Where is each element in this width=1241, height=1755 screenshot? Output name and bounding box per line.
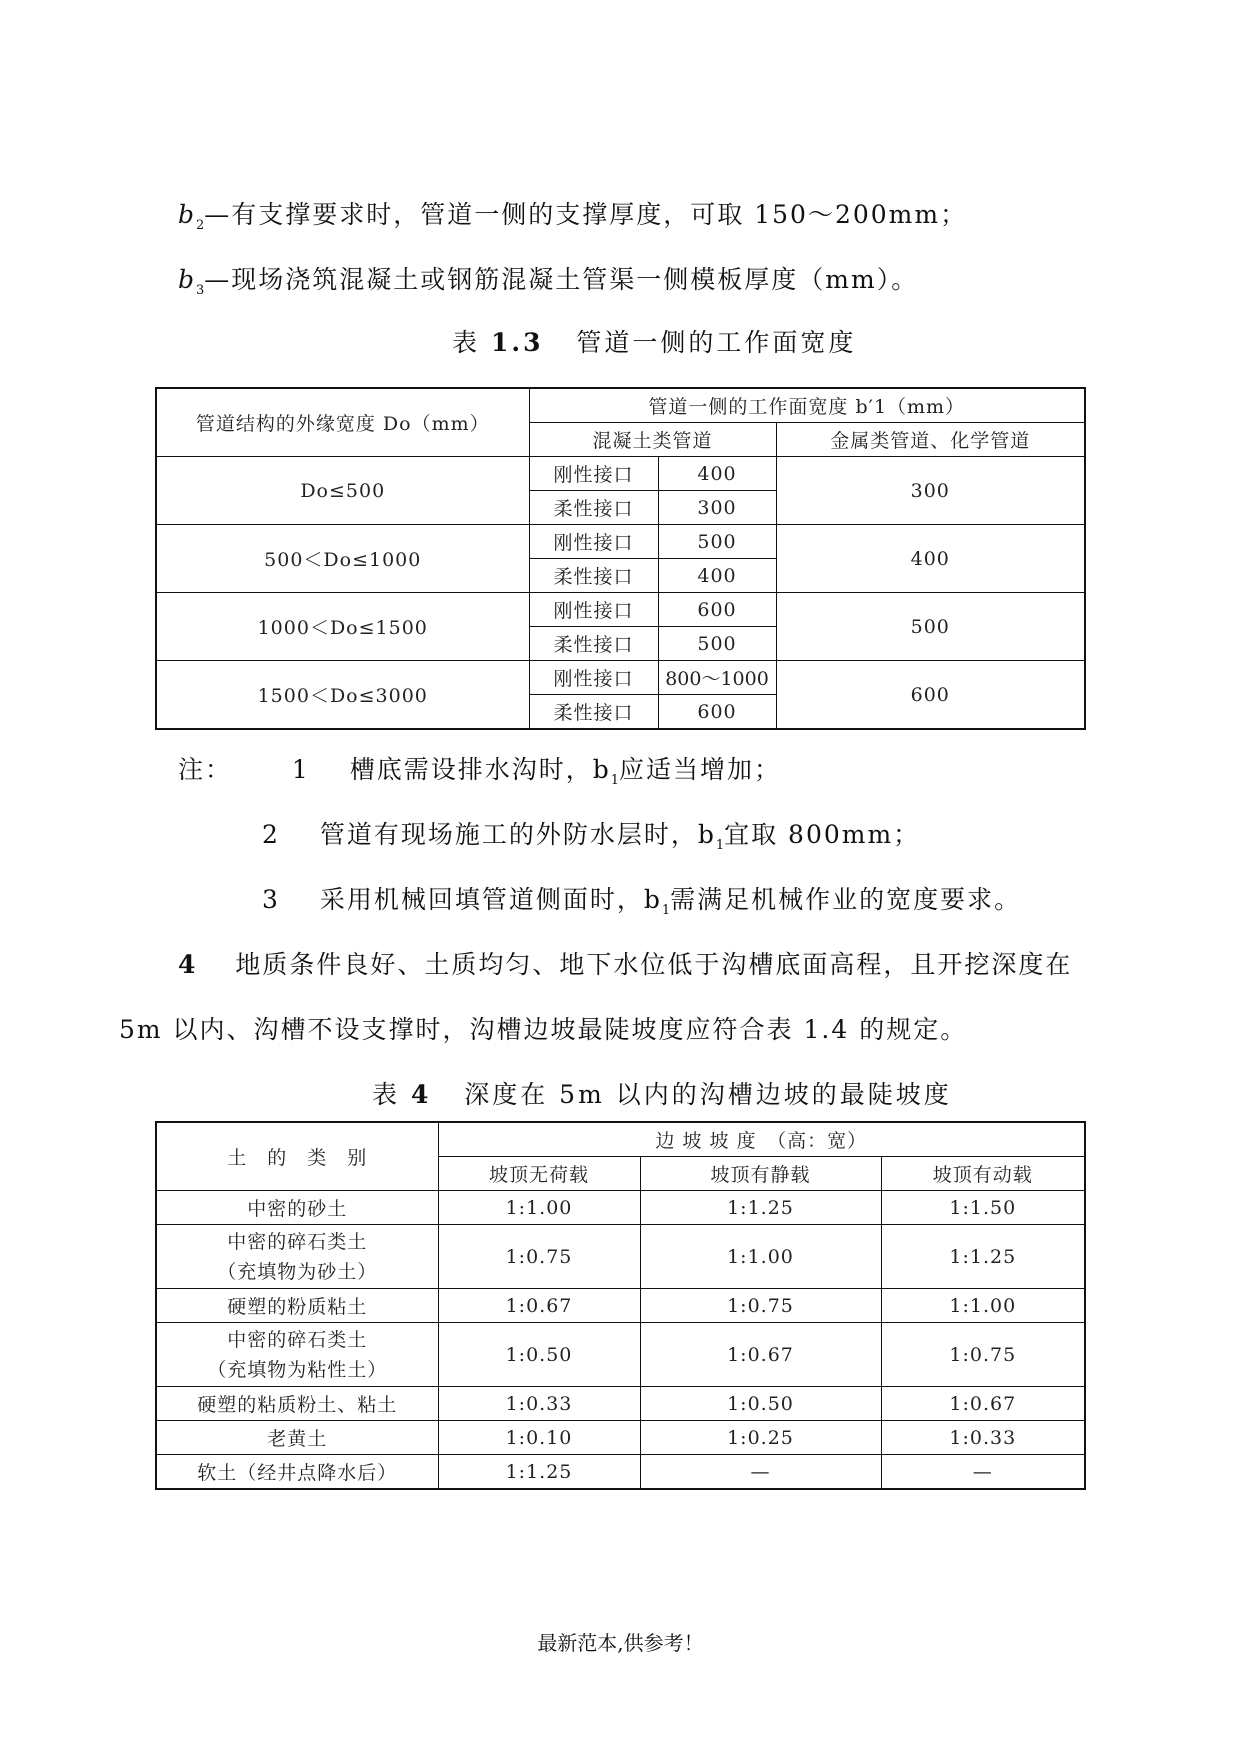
value-cell: 1:1.00 <box>438 1191 640 1225</box>
note-text: 槽底需设排水沟时，b <box>349 755 611 784</box>
header-concrete: 混凝土类管道 <box>529 423 776 457</box>
range-cell: 1500＜Do≤3000 <box>156 661 529 730</box>
metal-value-cell: 300 <box>776 457 1085 525</box>
paragraph-4-line1 <box>178 945 1072 981</box>
table-row <box>156 1421 1085 1455</box>
value-cell: 1:0.50 <box>438 1323 640 1387</box>
table2-caption <box>372 1075 952 1111</box>
joint-label: 刚性接口 <box>529 457 658 491</box>
value-cell: 1:1.50 <box>881 1191 1085 1225</box>
range-cell: 500＜Do≤1000 <box>156 525 529 593</box>
soil-name: 中密的碎石类土 <box>227 1230 368 1253</box>
soil-name: 硬塑的粘质粉土、粘土 <box>197 1394 398 1416</box>
symbol: b <box>178 200 197 229</box>
joint-label: 柔性接口 <box>529 559 658 593</box>
value-cell: 1:1.00 <box>640 1225 881 1289</box>
note-number: 3 <box>262 885 280 914</box>
note-text: 管道有现场施工的外防水层时，b <box>319 820 716 849</box>
table-row <box>156 593 1085 627</box>
value-cell: 600 <box>658 593 776 627</box>
table-row <box>156 1323 1085 1387</box>
metal-value-cell: 400 <box>776 525 1085 593</box>
subscript: 2 <box>196 218 205 233</box>
header-outer-width: 管道结构的外缘宽度 Do（mm） <box>156 388 529 457</box>
soil-cell <box>156 1421 438 1455</box>
value-cell: 800～1000 <box>658 661 776 695</box>
soil-cell <box>156 1191 438 1225</box>
value-cell: 1:0.75 <box>438 1225 640 1289</box>
slope-table <box>155 1121 1086 1490</box>
caption-title: 管道一侧的工作面宽度 <box>576 328 857 357</box>
value-cell: 1:0.25 <box>640 1421 881 1455</box>
paragraph-4-line2 <box>119 1010 967 1046</box>
value-cell: 1:1.00 <box>881 1289 1085 1323</box>
range-cell: Do≤500 <box>156 457 529 525</box>
table-row <box>156 1225 1085 1289</box>
value-cell: 500 <box>658 525 776 559</box>
definition-text: —现场浇筑混凝土或钢筋混凝土管渠一侧模板厚度（mm）。 <box>204 265 919 294</box>
value-cell: 1:0.50 <box>640 1387 881 1421</box>
table-row <box>156 1387 1085 1421</box>
header-slope: 边 坡 坡 度 （高：宽） <box>438 1122 1085 1157</box>
note-text: 应适当增加； <box>619 755 782 784</box>
soil-name: 软土（经井点降水后） <box>197 1462 398 1484</box>
note-text: 宜取 800mm； <box>724 820 921 849</box>
subscript: 1 <box>715 838 725 853</box>
value-cell: 1:0.10 <box>438 1421 640 1455</box>
joint-label: 柔性接口 <box>529 627 658 661</box>
soil-name: 硬塑的粉质粘土 <box>227 1296 368 1318</box>
value-cell: 1:0.67 <box>438 1289 640 1323</box>
definition-text: —有支撑要求时，管道一侧的支撑厚度，可取 150～200mm； <box>204 200 968 229</box>
header-soil-type: 土 的 类 别 <box>156 1122 438 1191</box>
joint-label: 刚性接口 <box>529 593 658 627</box>
header-dynamic-load: 坡顶有动载 <box>881 1157 1085 1191</box>
table1-caption <box>452 323 856 359</box>
note-label: 注： <box>178 755 233 784</box>
value-cell: 1:0.75 <box>640 1289 881 1323</box>
soil-filler: （充填物为砂土） <box>217 1260 378 1283</box>
soil-cell <box>156 1289 438 1323</box>
joint-label: 柔性接口 <box>529 491 658 525</box>
value-cell: 300 <box>658 491 776 525</box>
soil-name: 老黄土 <box>267 1428 328 1450</box>
note-number: 2 <box>262 820 280 849</box>
value-cell: 1:1.25 <box>881 1225 1085 1289</box>
value-cell: 1:0.33 <box>881 1421 1085 1455</box>
metal-value-cell: 500 <box>776 593 1085 661</box>
caption-title: 深度在 5m 以内的沟槽边坡的最陡坡度 <box>464 1080 952 1109</box>
value-cell: 500 <box>658 627 776 661</box>
table-row <box>156 1455 1085 1490</box>
joint-label: 刚性接口 <box>529 525 658 559</box>
value-cell: — <box>881 1455 1085 1490</box>
page-footer: 最新范本,供参考！ <box>537 1631 704 1655</box>
header-static-load: 坡顶有静载 <box>640 1157 881 1191</box>
header-no-load: 坡顶无荷载 <box>438 1157 640 1191</box>
note-text: 需满足机械作业的宽度要求。 <box>670 885 1022 914</box>
joint-label: 柔性接口 <box>529 695 658 730</box>
joint-label: 刚性接口 <box>529 661 658 695</box>
range-cell: 1000＜Do≤1500 <box>156 593 529 661</box>
paragraph-text: 5m 以内、沟槽不设支撑时，沟槽边坡最陡坡度应符合表 1.4 的规定。 <box>119 1015 968 1044</box>
value-cell: 1:1.25 <box>438 1455 640 1490</box>
soil-cell <box>156 1387 438 1421</box>
paragraph-number: 4 <box>178 950 198 979</box>
soil-cell <box>156 1225 438 1289</box>
work-width-table <box>155 387 1086 730</box>
definition-b3 <box>178 260 918 298</box>
symbol: b <box>178 265 197 294</box>
value-cell: 1:1.25 <box>640 1191 881 1225</box>
value-cell: 400 <box>658 559 776 593</box>
table-header-row <box>156 388 1085 423</box>
caption-prefix: 表 <box>452 328 481 357</box>
value-cell: 1:0.67 <box>881 1387 1085 1421</box>
definition-b2 <box>178 195 967 233</box>
value-cell: 1:0.33 <box>438 1387 640 1421</box>
header-metal: 金属类管道、化学管道 <box>776 423 1085 457</box>
header-work-width: 管道一侧的工作面宽度 b′1（mm） <box>529 388 1085 423</box>
table-header-row <box>156 1122 1085 1157</box>
value-cell: 600 <box>658 695 776 730</box>
value-cell: 1:0.67 <box>640 1323 881 1387</box>
caption-number: 1.3 <box>490 328 544 357</box>
metal-value-cell: 600 <box>776 661 1085 730</box>
soil-cell <box>156 1455 438 1490</box>
caption-number: 4 <box>410 1080 432 1109</box>
table-row <box>156 1191 1085 1225</box>
soil-name: 中密的砂土 <box>247 1198 348 1220</box>
subscript: 1 <box>661 903 671 918</box>
note-3 <box>262 880 1021 918</box>
table-row <box>156 661 1085 695</box>
note-2 <box>262 815 920 853</box>
subscript: 3 <box>196 283 205 298</box>
caption-prefix: 表 <box>372 1080 401 1109</box>
subscript: 1 <box>610 773 620 788</box>
soil-name: 中密的碎石类土 <box>227 1328 368 1351</box>
table-row <box>156 1289 1085 1323</box>
paragraph-text: 地质条件良好、土质均匀、地下水位低于沟槽底面高程，且开挖深度在 <box>235 950 1073 979</box>
soil-filler: （充填物为粘性土） <box>207 1358 388 1381</box>
note-1 <box>178 750 781 788</box>
soil-cell <box>156 1323 438 1387</box>
note-text: 采用机械回填管道侧面时，b <box>319 885 662 914</box>
table-row <box>156 457 1085 491</box>
value-cell: 400 <box>658 457 776 491</box>
value-cell: 1:0.75 <box>881 1323 1085 1387</box>
value-cell: — <box>640 1455 881 1490</box>
note-number: 1 <box>291 755 310 784</box>
table-row <box>156 525 1085 559</box>
